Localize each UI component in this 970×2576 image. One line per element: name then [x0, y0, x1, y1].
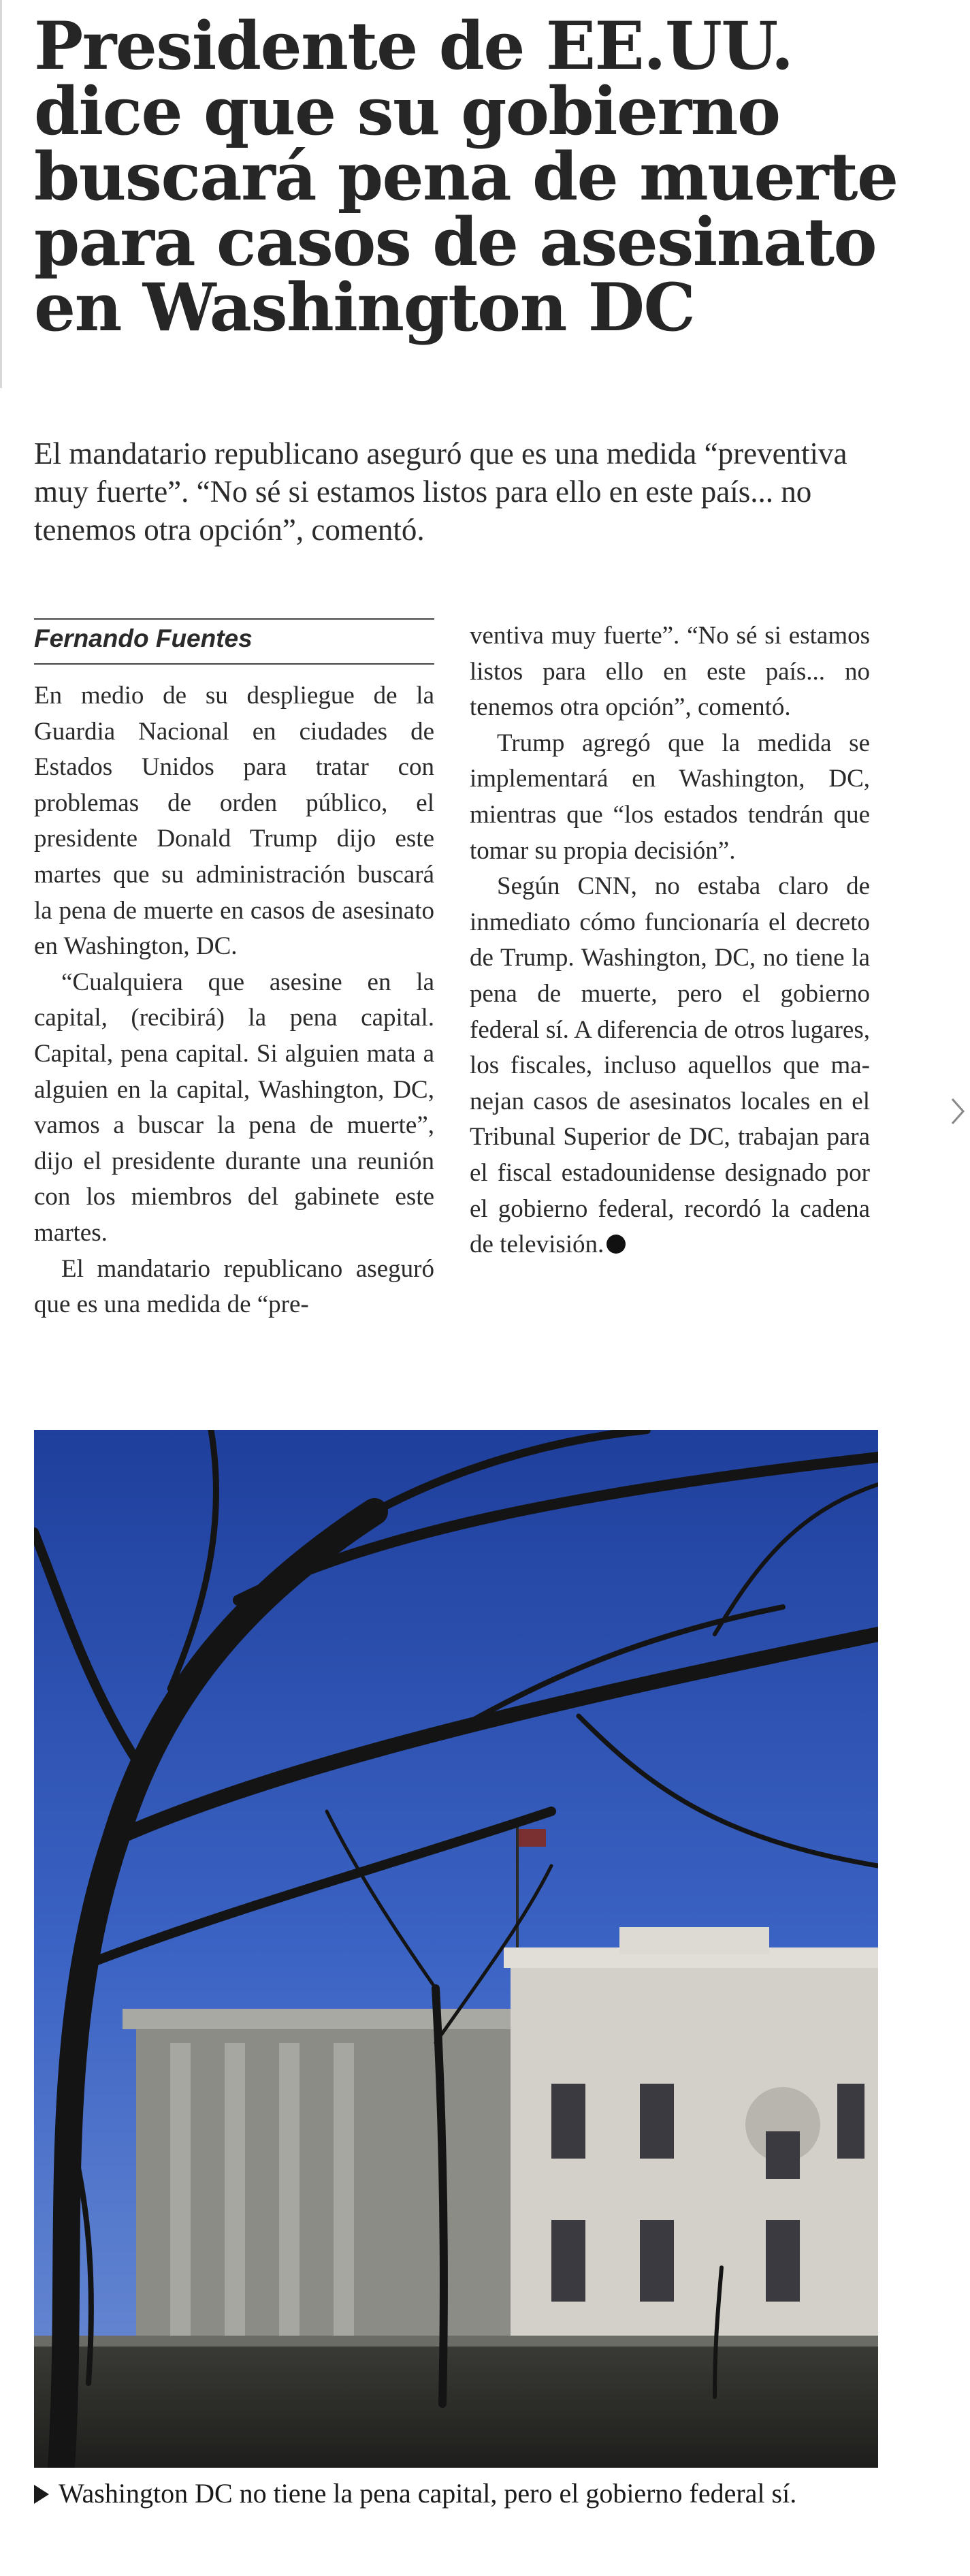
body-column-left	[34, 611, 434, 1323]
body-paragraph-text: Según CNN, no estaba claro de inmediato cómo funcionaría el decreto de Trump. Washington, DC, no tiene la pena de muerte, pero el gobierno federal sí. A diferencia de otros lugares, los fiscales, incluso aquellos que manejan casos de asesinatos locales en el Tribunal Superior de DC, trabajan para el fiscal estadounidense designado por el gobierno federal, recordó la cadena de televisión.	[470, 872, 870, 1259]
left-margin-rule	[0, 0, 2, 388]
caption-text: Washington DC no tiene la pena capital, pero el gobierno federal sí.	[59, 2478, 797, 2509]
white-house-illustration	[34, 1430, 878, 2468]
body-column-right	[470, 618, 870, 1263]
body-paragraph: En medio de su despliegue de la Guardia Nacional en ciudades de Estados Unidos para tratar con problemas de orden público, el presidente Donald Trump dijo este martes que su administración buscará la pena de muerte en casos de asesinato en Washington, DC.	[34, 682, 434, 961]
play-arrow-icon	[34, 2485, 49, 2504]
article-deck: El mandatario republicano aseguró que es una medida “preventiva muy fuerte”. “No sé si estamos listos para ello en este país... no tenemos otra opción”, comentó.	[34, 436, 847, 547]
article-photo	[34, 1430, 878, 2468]
body-paragraph: “Cualquiera que asesine en la capital, (recibirá) la pena capital. Capital, pena capital. Si alguien mata a alguien en la capital, Washington, DC, vamos a buscar la pena de muerte”, dijo el presidente durante una reunión con los miembros del gabinete este martes.	[34, 968, 434, 1247]
photo-caption	[34, 2475, 912, 2513]
end-dot-icon	[607, 1235, 626, 1254]
byline-box	[34, 618, 434, 665]
article-body	[34, 611, 871, 1396]
body-paragraph-last	[470, 869, 870, 1263]
body-paragraph: ventiva muy fuerte”. “No sé si estamos listos para ello en este país... no tenemos otra opción”, comentó.	[470, 622, 870, 722]
body-paragraph: Trump agregó que la medida se implementará en Washington, DC, mientras que “los estados tendrán que tomar su propia decisión”.	[470, 729, 870, 865]
byline: Fernando Fuentes	[34, 624, 253, 652]
article-headline: Presidente de EE.UU. dice que su gobierno buscará pena de muerte para casos de asesinato en Washington DC	[34, 7, 898, 346]
chevron-right-icon[interactable]	[950, 1096, 966, 1126]
body-paragraph: El mandatario republicano aseguró que es una medida de “pre-	[34, 1254, 434, 1319]
